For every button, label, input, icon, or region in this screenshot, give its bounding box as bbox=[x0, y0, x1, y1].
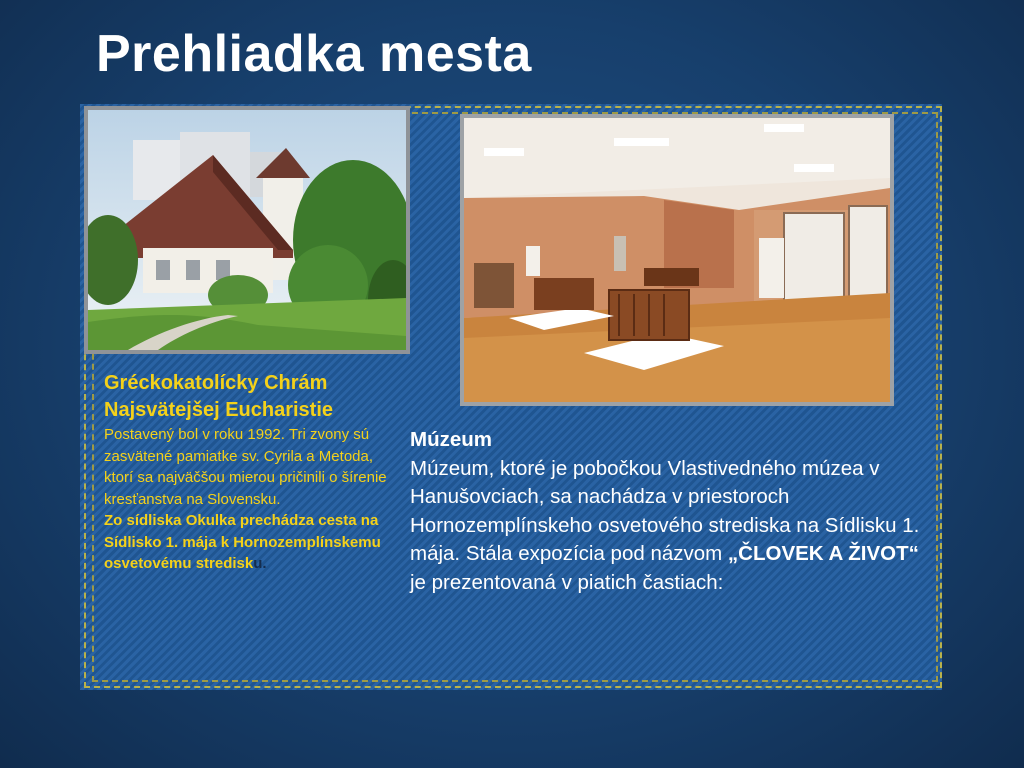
church-caption bbox=[104, 370, 394, 575]
church-directions bbox=[104, 510, 394, 575]
museum-caption bbox=[410, 426, 930, 597]
church-description: Postavený bol v roku 1992. Tri zvony sú zasvätené pamiatke sv. Cyrila a Metoda, ktorí sa najväčšou mierou pričinili o šírenie kresťanstva na Slovensku. bbox=[104, 426, 387, 508]
museum-text-part2: je prezentovaná v piatich častiach: bbox=[410, 570, 724, 594]
museum-exhibit-name: „ČLOVEK A ŽIVOT“ bbox=[727, 542, 919, 565]
museum-text-part1: Múzeum, ktoré je pobočkou Vlastivedného múzea v Hanušovciach, sa nachádza v priestoroch Hornozemplínskeho osvetového strediska na Sídlisku 1. mája. Stála expozícia pod názvom bbox=[410, 456, 920, 565]
church-directions-main: Zo sídliska Okulka prechádza cesta na Sídlisko 1. mája k Hornozemplínskemu osvetovému stredisk bbox=[104, 512, 381, 572]
church-photo bbox=[84, 106, 410, 354]
museum-description bbox=[410, 455, 930, 598]
church-directions-tail: u. bbox=[253, 555, 267, 572]
church-heading: Gréckokatolícky Chrám Najsvätejšej Eucharistie bbox=[104, 372, 334, 421]
museum-photo bbox=[460, 114, 894, 406]
slide-title: Prehliadka mesta bbox=[96, 25, 532, 83]
museum-heading: Múzeum bbox=[410, 428, 492, 451]
